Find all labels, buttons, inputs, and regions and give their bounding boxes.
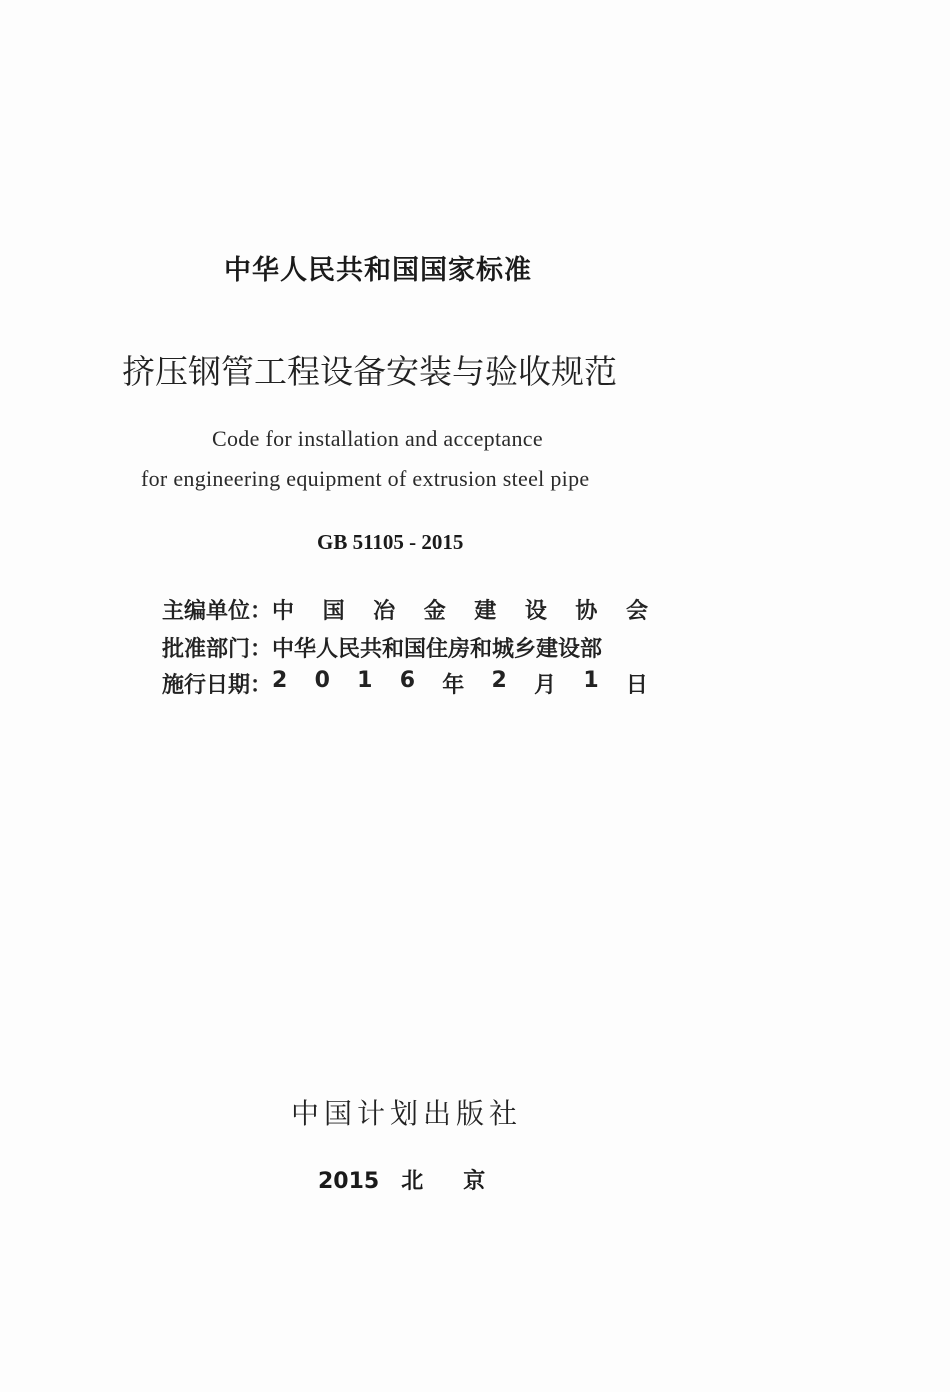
date-char: 日 (625, 673, 648, 698)
date-char: 0 (314, 668, 330, 693)
editor-row (162, 594, 648, 625)
editor-char: 会 (625, 599, 648, 624)
editor-char: 协 (575, 599, 598, 624)
date-char: 1 (583, 668, 599, 693)
editor-char: 金 (423, 599, 446, 624)
approver-value: 中华人民共和国住房和城乡建设部 (272, 637, 603, 662)
publication-year: 2015 (318, 1169, 380, 1194)
editor-char: 建 (474, 599, 497, 624)
effective-date-label: 施行日期： (162, 673, 273, 698)
publisher-name: 中国计划出版社 (291, 1097, 523, 1130)
editor-char: 设 (524, 599, 547, 624)
title-english-line-2: for engineering equipment of extrusion steel pipe (141, 466, 590, 491)
national-standard-heading: 中华人民共和国国家标准 (224, 255, 532, 286)
standard-code: GB 51105 - 2015 (317, 530, 464, 554)
title-english-line-1: Code for installation and acceptance (212, 426, 543, 451)
publication-place (318, 1164, 525, 1195)
approver-label: 批准部门： (162, 637, 273, 662)
effective-date-value (272, 668, 648, 699)
effective-date-row (162, 668, 648, 699)
date-char: 月 (534, 673, 557, 698)
editor-char: 冶 (373, 599, 396, 624)
title-chinese: 挤压钢管工程设备安装与验收规范 (122, 352, 617, 391)
editor-char: 国 (322, 599, 345, 624)
editor-value (272, 594, 648, 625)
date-char: 1 (357, 668, 373, 693)
publication-city: 北京 (401, 1169, 526, 1194)
approver-row (162, 632, 602, 663)
date-char: 2 (491, 668, 507, 693)
editor-char: 中 (272, 599, 295, 624)
date-char: 6 (399, 668, 416, 693)
date-char: 2 (272, 668, 288, 693)
editor-label: 主编单位： (162, 599, 273, 624)
date-char: 年 (442, 673, 465, 698)
